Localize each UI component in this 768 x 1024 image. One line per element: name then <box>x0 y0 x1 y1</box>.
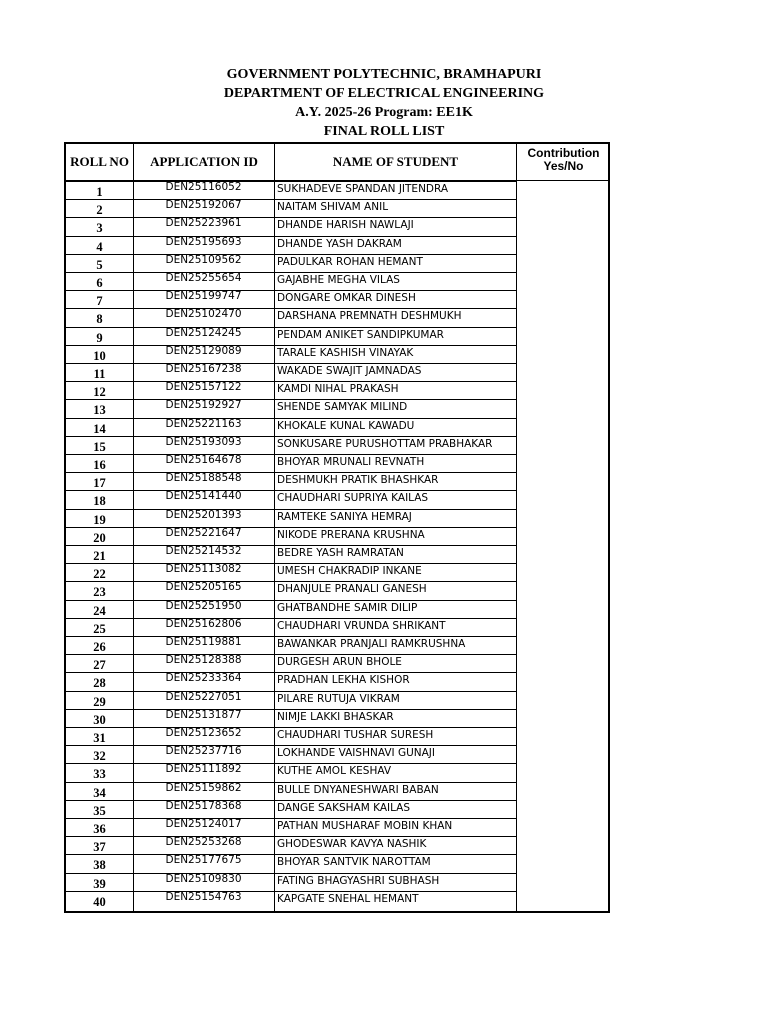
application-id-cell: DEN25167238 <box>165 363 242 375</box>
student-name-cell: NIKODE PRERANA KRUSHNA <box>277 528 425 541</box>
roll-no-cell: 16 <box>93 458 106 472</box>
roll-no-cell: 13 <box>93 403 106 418</box>
roll-no-cell: 21 <box>93 549 106 563</box>
roll-no-cell: 19 <box>93 512 106 527</box>
application-id-cell: DEN25124017 <box>165 818 242 830</box>
student-name-cell: GAJABHE MEGHA VILAS <box>277 274 400 286</box>
roll-no-cell: 2 <box>96 203 103 218</box>
table-row <box>66 309 517 327</box>
table-row <box>66 291 517 309</box>
roll-no-cell: 29 <box>93 694 106 709</box>
header-name-of-student: NAME OF STUDENT <box>332 154 459 169</box>
student-name-cell: PRADHAN LEKHA KISHOR <box>277 674 410 687</box>
student-name-cell: DHANDE YASH DAKRAM <box>277 237 402 250</box>
application-id-cell: DEN25221163 <box>165 417 242 430</box>
roll-no-cell: 11 <box>93 367 106 381</box>
roll-no-cell: 22 <box>93 567 106 582</box>
header-contribution-line2: Yes/No <box>543 159 584 173</box>
roll-no-cell: 38 <box>93 858 106 873</box>
table-row <box>66 546 517 564</box>
student-name-cell: NAITAM SHIVAM ANIL <box>277 201 389 214</box>
student-name-cell: TARALE KASHISH VINAYAK <box>277 346 414 359</box>
student-name-cell: PILARE RUTUJA VIKRAM <box>277 692 400 705</box>
student-name-cell: FATING BHAGYASHRI SUBHASH <box>277 874 440 887</box>
application-id-cell: DEN25109562 <box>165 253 242 266</box>
table-row <box>66 582 517 600</box>
table-row <box>66 437 517 455</box>
table-row <box>66 619 517 637</box>
student-name-cell: DARSHANA PREMNATH DESHMUKH <box>277 310 462 323</box>
student-name-cell: SHENDE SAMYAK MILIND <box>277 401 408 414</box>
student-name-cell: UMESH CHAKRADIP INKANE <box>277 565 422 578</box>
student-name-cell: CHAUDHARI VRUNDA SHRIKANT <box>277 619 446 632</box>
student-name-cell: GHATBANDHE SAMIR DILIP <box>277 601 418 614</box>
application-id-cell: DEN25195693 <box>165 235 242 248</box>
roll-no-cell: 36 <box>93 822 106 836</box>
application-id-cell: DEN25237716 <box>165 745 242 758</box>
application-id-cell: DEN25251950 <box>165 599 242 612</box>
table-row <box>66 637 517 655</box>
table-row <box>66 673 517 691</box>
student-name-cell: SONKUSARE PURUSHOTTAM PRABHAKAR <box>277 437 493 450</box>
table-row <box>66 328 517 346</box>
roll-no-cell: 33 <box>93 767 106 782</box>
application-id-cell: DEN25129089 <box>165 344 242 357</box>
student-name-cell: DONGARE OMKAR DINESH <box>277 292 416 305</box>
table-row <box>66 364 517 382</box>
application-id-cell: DEN25131877 <box>165 708 242 721</box>
table-row <box>66 855 517 873</box>
roll-no-cell: 40 <box>93 894 106 909</box>
roll-no-cell: 10 <box>93 348 106 363</box>
student-name-cell: WAKADE SWAJIT JAMNADAS <box>277 365 422 377</box>
roll-no-cell: 23 <box>93 585 106 600</box>
header-application-id: APPLICATION ID <box>150 154 258 169</box>
roll-no-cell: 20 <box>93 530 106 545</box>
table-row <box>66 473 517 491</box>
student-name-cell: BEDRE YASH RAMRATAN <box>277 547 404 559</box>
student-name-cell: DURGESH ARUN BHOLE <box>277 656 402 669</box>
institute-title: GOVERNMENT POLYTECHNIC, BRAMHAPURI <box>226 67 542 82</box>
application-id-cell: DEN25141440 <box>165 490 242 503</box>
application-id-cell: DEN25123652 <box>165 727 242 739</box>
document-title: FINAL ROLL LIST <box>323 124 445 139</box>
application-id-cell: DEN25193093 <box>165 435 242 448</box>
table-row <box>66 783 517 801</box>
application-id-cell: DEN25253268 <box>165 836 242 849</box>
table-row <box>66 400 517 418</box>
table-row <box>66 455 517 473</box>
application-id-cell: DEN25192927 <box>165 399 242 412</box>
application-id-cell: DEN25178368 <box>165 799 242 812</box>
header-contribution <box>517 144 610 180</box>
roll-no-cell: 14 <box>93 421 106 436</box>
roll-no-cell: 4 <box>96 239 103 254</box>
table-row <box>66 182 517 200</box>
roll-no-cell: 15 <box>93 439 106 454</box>
roll-no-cell: 37 <box>93 840 106 855</box>
student-name-cell: BULLE DNYANESHWARI BABAN <box>277 783 439 796</box>
table-row <box>66 255 517 273</box>
table-row <box>66 819 517 837</box>
student-name-cell: CHAUDHARI SUPRIYA KAILAS <box>277 492 429 505</box>
application-id-cell: DEN25199747 <box>165 290 242 303</box>
application-id-cell: DEN25221647 <box>165 526 242 539</box>
table-row <box>66 346 517 364</box>
roll-no-cell: 30 <box>93 712 106 727</box>
roll-no-cell: 3 <box>96 221 103 236</box>
roll-no-cell: 6 <box>96 276 103 290</box>
application-id-cell: DEN25119881 <box>165 636 242 648</box>
table-row <box>66 218 517 236</box>
roll-no-cell: 17 <box>93 476 106 491</box>
student-name-cell: PENDAM ANIKET SANDIPKUMAR <box>277 328 444 341</box>
roll-list-table <box>64 142 610 913</box>
table-row <box>66 710 517 728</box>
table-row <box>66 655 517 673</box>
roll-no-cell: 26 <box>93 640 106 654</box>
student-name-cell: CHAUDHARI TUSHAR SURESH <box>277 729 434 741</box>
student-name-cell: SUKHADEVE SPANDAN JITENDRA <box>277 183 449 195</box>
roll-no-cell: 7 <box>96 294 103 309</box>
roll-no-cell: 31 <box>93 731 106 745</box>
application-id-cell: DEN25177675 <box>165 854 242 867</box>
table-row <box>66 601 517 619</box>
application-id-cell: DEN25205165 <box>165 581 242 594</box>
roll-no-cell: 34 <box>93 785 106 800</box>
roll-no-cell: 8 <box>96 312 103 327</box>
student-name-cell: BHOYAR MRUNALI REVNATH <box>277 456 425 468</box>
application-id-cell: DEN25201393 <box>165 508 242 521</box>
table-row <box>66 491 517 509</box>
application-id-cell: DEN25111892 <box>165 763 242 776</box>
application-id-cell: DEN25223961 <box>165 217 242 230</box>
student-name-cell: GHODESWAR KAVYA NASHIK <box>277 838 427 851</box>
application-id-cell: DEN25154763 <box>165 890 242 903</box>
application-id-cell: DEN25102470 <box>165 308 242 321</box>
application-id-cell: DEN25227051 <box>165 690 242 703</box>
student-name-cell: DHANDE HARISH NAWLAJI <box>277 219 414 232</box>
student-name-cell: RAMTEKE SANIYA HEMRAJ <box>277 510 412 523</box>
application-id-cell: DEN25188548 <box>165 472 242 485</box>
roll-no-cell: 35 <box>93 803 106 818</box>
roll-no-cell: 27 <box>93 658 106 673</box>
application-id-cell: DEN25113082 <box>165 563 242 576</box>
department-title: DEPARTMENT OF ELECTRICAL ENGINEERING <box>223 86 545 101</box>
roll-no-cell: 25 <box>93 621 106 636</box>
table-row <box>66 692 517 710</box>
student-name-cell: BHOYAR SANTVIK NAROTTAM <box>277 856 431 869</box>
academic-year-program: A.Y. 2025-26 Program: EE1K <box>295 105 473 120</box>
table-row <box>66 564 517 582</box>
application-id-cell: DEN25109830 <box>165 872 242 885</box>
table-row <box>66 746 517 764</box>
table-row <box>66 200 517 218</box>
table-row <box>66 728 517 746</box>
table-row <box>66 801 517 819</box>
application-id-cell: DEN25255654 <box>165 272 242 284</box>
table-row <box>66 273 517 291</box>
table-row <box>66 419 517 437</box>
student-name-cell: KUTHE AMOL KESHAV <box>277 765 392 778</box>
table-row <box>66 837 517 855</box>
student-name-cell: PADULKAR ROHAN HEMANT <box>277 255 423 268</box>
student-name-cell: BAWANKAR PRANJALI RAMKRUSHNA <box>277 638 466 650</box>
roll-no-cell: 12 <box>93 385 106 400</box>
table-row <box>66 510 517 528</box>
application-id-cell: DEN25116052 <box>165 181 242 193</box>
student-name-cell: DESHMUKH PRATIK BHASHKAR <box>277 474 439 487</box>
table-row <box>66 764 517 782</box>
application-id-cell: DEN25192067 <box>165 199 242 212</box>
table-row <box>66 382 517 400</box>
roll-no-cell: 28 <box>93 676 106 691</box>
application-id-cell: DEN25214532 <box>165 545 242 557</box>
application-id-cell: DEN25164678 <box>165 454 242 466</box>
student-name-cell: KHOKALE KUNAL KAWADU <box>277 419 415 432</box>
student-name-cell: DHANJULE PRANALI GANESH <box>277 583 427 596</box>
roll-no-cell: 9 <box>96 330 103 345</box>
table-row <box>66 892 517 910</box>
roll-no-cell: 18 <box>93 494 106 509</box>
header-contribution-line1: Contribution <box>527 146 600 160</box>
student-name-cell: KAPGATE SNEHAL HEMANT <box>277 892 419 905</box>
roll-no-cell: 5 <box>96 257 103 272</box>
header-divider <box>517 180 608 181</box>
table-row <box>66 237 517 255</box>
application-id-cell: DEN25157122 <box>165 381 242 394</box>
student-name-cell: KAMDI NIHAL PRAKASH <box>277 383 399 396</box>
student-name-cell: LOKHANDE VAISHNAVI GUNAJI <box>277 747 436 760</box>
header-roll-no: ROLL NO <box>70 154 129 169</box>
roll-no-cell: 24 <box>93 603 106 618</box>
application-id-cell: DEN25159862 <box>165 781 242 794</box>
application-id-cell: DEN25162806 <box>165 617 242 630</box>
application-id-cell: DEN25124245 <box>165 326 242 339</box>
roll-no-cell: 1 <box>96 185 103 199</box>
table-row <box>66 874 517 892</box>
application-id-cell: DEN25233364 <box>165 672 242 685</box>
table-row <box>66 528 517 546</box>
student-name-cell: PATHAN MUSHARAF MOBIN KHAN <box>277 820 453 832</box>
student-name-cell: NIMJE LAKKI BHASKAR <box>277 710 394 723</box>
roll-no-cell: 39 <box>93 876 106 891</box>
application-id-cell: DEN25128388 <box>165 654 242 667</box>
roll-no-cell: 32 <box>93 749 106 764</box>
student-name-cell: DANGE SAKSHAM KAILAS <box>277 801 411 814</box>
